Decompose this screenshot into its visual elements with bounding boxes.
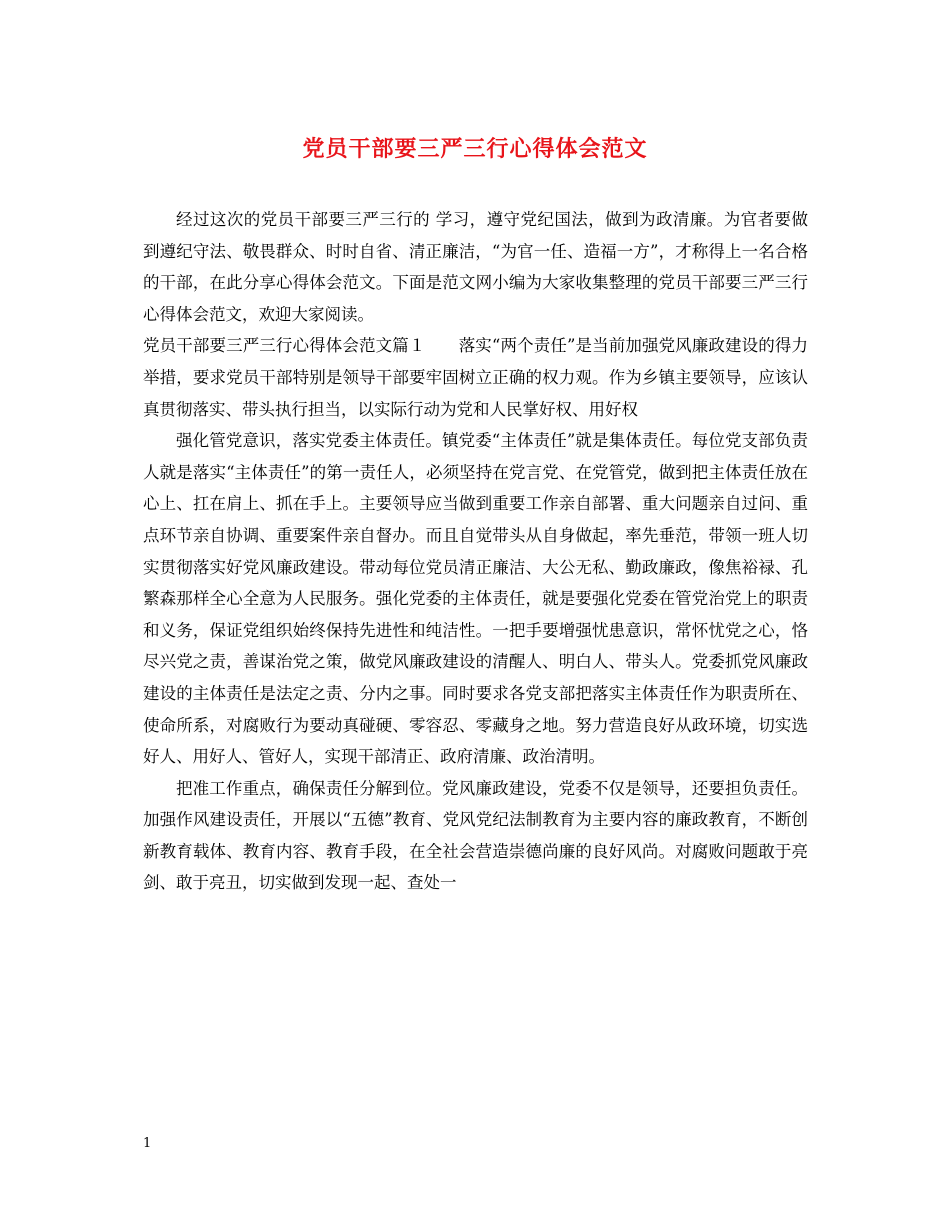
document-body [143,204,808,899]
paragraph-intro: 经过这次的党员干部要三严三行的 学习，遵守党纪国法，做到为政清廉。为官者要做到遵纪守法、敬畏群众、时时自省、清正廉洁，“为官一任、造福一方”，才称得上一名合格的干部，在此分享心得体会范文。下面是范文网小编为大家收集整理的党员干部要三严三行心得体会范文，欢迎大家阅读。 [143,210,808,324]
paragraph-section-1: 党员干部要三严三行心得体会范文篇１ 落实“两个责任”是当前加强党风廉政建设的得力举措，要求党员干部特别是领导干部要牢固树立正确的权力观。作为乡镇主要领导，应该认真贯彻落实、带头执行担当，以实际行动为党和人民掌好权、用好权 [143,336,808,419]
paragraph-work-focus: 把准工作重点，确保责任分解到位。党风廉政建设，党委不仅是领导，还要担负责任。加强作风建设责任，开展以“五德”教育、党风党纪法制教育为主要内容的廉政教育，不断创新教育载体、教育内容、教育手段，在全社会营造崇德尚廉的良好风尚。对腐败问题敢于亮剑、敢于亮丑，切实做到发现一起、查处一 [143,778,808,893]
page-number: 1 [143,1136,152,1151]
paragraph-party-awareness: 强化管党意识，落实党委主体责任。镇党委“主体责任”就是集体责任。每位党支部负责人就是落实“主体责任”的第一责任人，必须坚持在党言党、在党管党，做到把主体责任放在心上、扛在肩上、抓在手上。主要领导应当做到重要工作亲自部署、重大问题亲自过问、重点环节亲自协调、重要案件亲自督办。而且自觉带头从自身做起，率先垂范，带领一班人切实贯彻落实好党风廉政建设。带动每位党员清正廉洁、大公无私、勤政廉政，像焦裕禄、孔繁森那样全心全意为人民服务。强化党委的主体责任，就是要强化党委在管党治党上的职责和义务，保证党组织始终保持先进性和纯洁性。一把手要增强忧患意识，常怀忧党之心，恪尽兴党之责，善谋治党之策，做党风廉政建设的清醒人、明白人、带头人。党委抓党风廉政建设的主体责任是法定之责、分内之事。同时要求各党支部把落实主体责任作为职责所在、使命所系，对腐败行为要动真碰硬、零容忍、零藏身之地。努力营造良好从政环境，切实选好人、用好人、管好人，实现干部清正、政府清廉、政治清明。 [143,431,808,767]
page-title: 党员干部要三严三行心得体会范文 [302,136,648,162]
